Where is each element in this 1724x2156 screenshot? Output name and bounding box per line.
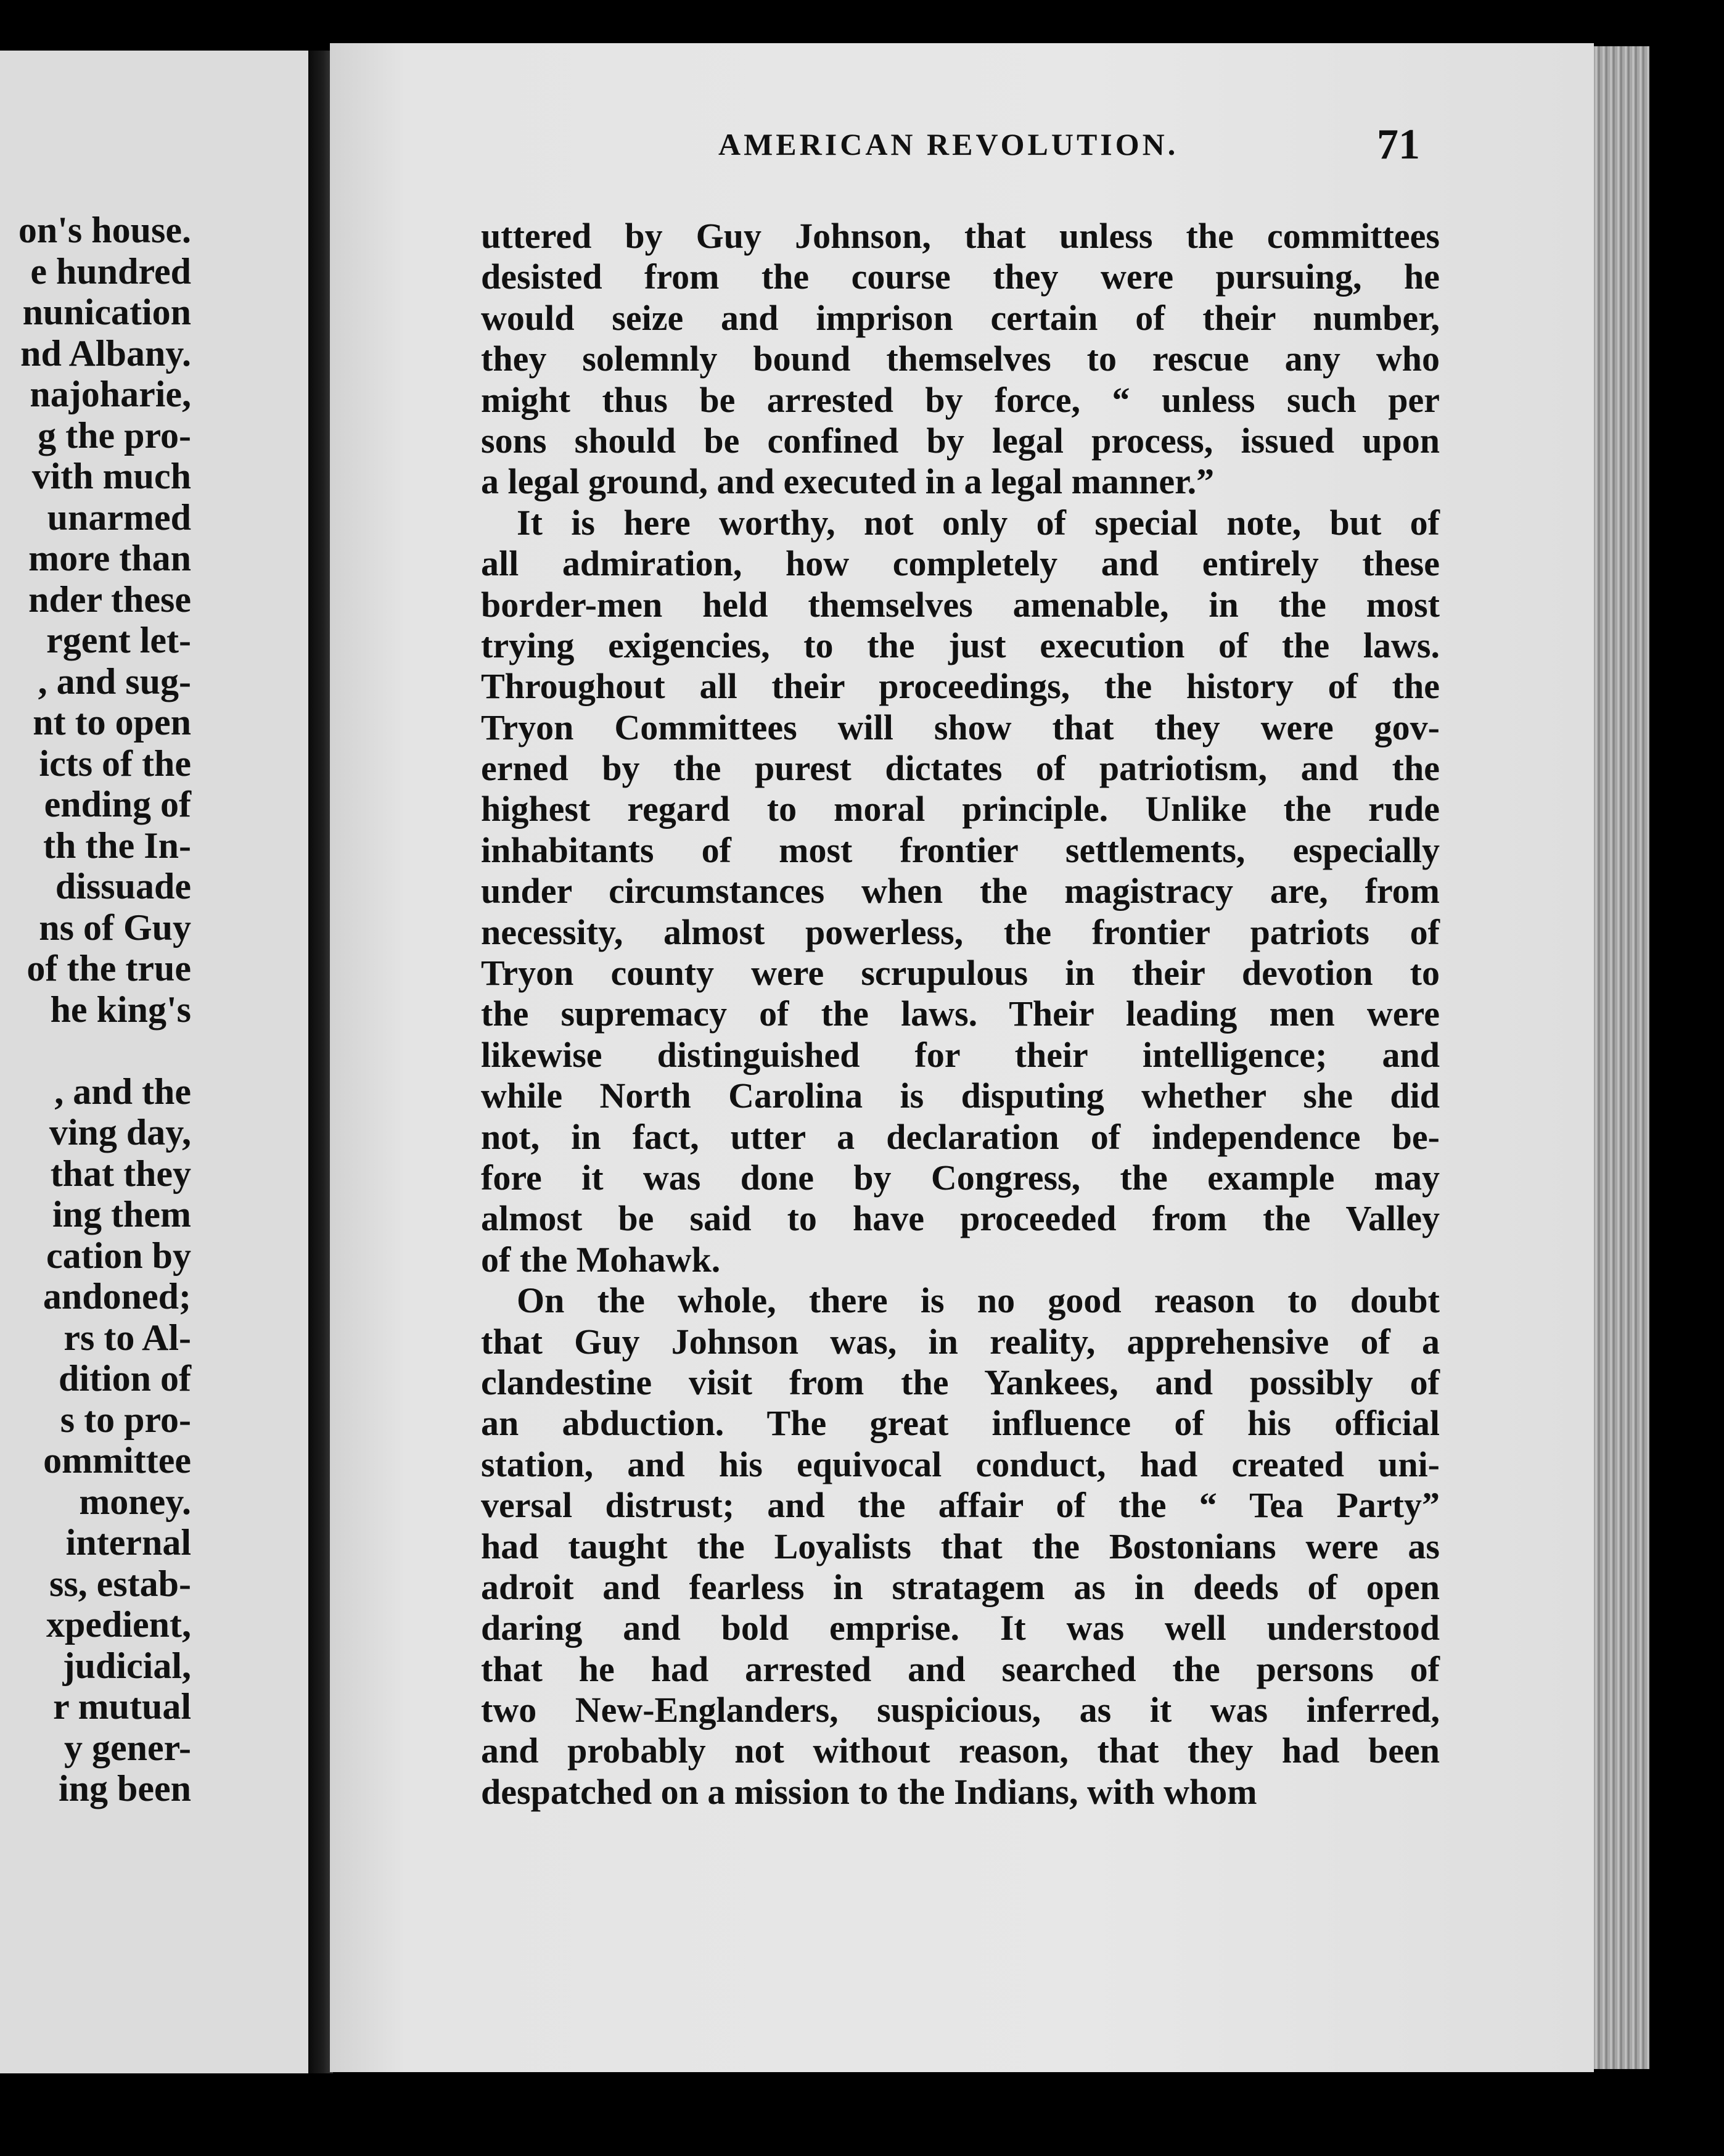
left-page-line: nder these — [28, 578, 191, 620]
body-line: Throughout all their proceedings, the history of the — [481, 666, 1440, 707]
body-text — [481, 216, 1440, 1812]
body-line: would seize and imprison certain of their number, — [481, 297, 1440, 338]
body-line: desisted from the course they were pursuing, he — [481, 257, 1440, 297]
body-line: station, and his equivocal conduct, had created uni- — [481, 1444, 1440, 1484]
left-page-line: money. — [79, 1481, 191, 1522]
left-page-line: ending of — [44, 784, 191, 825]
body-line: It is here worthy, not only of special note, but of — [517, 502, 1440, 543]
body-line: likewise distinguished for their intelligence; and — [481, 1034, 1440, 1075]
body-line: while North Carolina is disputing whether she did — [481, 1076, 1440, 1116]
body-line: an abduction. The great influence of his official — [481, 1403, 1440, 1444]
body-line: trying exigencies, to the just execution of the laws. — [481, 625, 1440, 665]
page-number: 71 — [1377, 121, 1420, 168]
left-page-line: cation by — [46, 1235, 191, 1276]
body-line: border-men held themselves amenable, in the most — [481, 584, 1440, 625]
left-page-line: xpedient, — [46, 1604, 191, 1645]
left-page-line: , and sug- — [38, 660, 191, 702]
body-line: all admiration, how completely and entirely these — [481, 543, 1440, 584]
left-page-line: ing been — [58, 1768, 191, 1809]
body-line: not, in fact, utter a declaration of independence be- — [481, 1116, 1440, 1157]
left-page-line: dition of — [58, 1358, 191, 1399]
left-page-line: more than — [28, 538, 191, 578]
left-page-line: dissuade — [55, 866, 191, 907]
body-line: might thus be arrested by force, “ unless such per — [481, 379, 1440, 420]
left-page-line: ns of Guy — [39, 907, 191, 948]
left-page-line: ss, estab- — [49, 1563, 191, 1604]
body-line: that he had arrested and searched the persons of — [481, 1648, 1440, 1689]
left-page-line: g the pro- — [38, 414, 191, 456]
left-page-line: ving day, — [49, 1112, 191, 1153]
body-line: clandestine visit from the Yankees, and possibly of — [481, 1362, 1440, 1402]
body-line: highest regard to moral principle. Unlike the rude — [481, 789, 1440, 829]
left-page-line — [18, 1030, 191, 1071]
left-page-line: y gener- — [64, 1727, 191, 1768]
left-page-line: r mutual — [53, 1686, 191, 1727]
body-line: despatched on a mission to the Indians, with whom — [481, 1771, 1257, 1812]
left-page-text — [18, 210, 191, 1809]
left-page-line: icts of the — [39, 743, 191, 784]
body-line: under circumstances when the magistracy are, from — [481, 871, 1440, 911]
body-line: daring and bold emprise. It was well understood — [481, 1608, 1440, 1648]
body-line: and probably not without reason, that they had been — [481, 1730, 1440, 1771]
left-page-line: ommittee — [43, 1440, 191, 1481]
left-page-line: nunication — [22, 292, 191, 332]
body-line: Tryon Committees will show that they were gov- — [481, 707, 1440, 747]
body-line: uttered by Guy Johnson, that unless the committees — [481, 216, 1440, 256]
left-page-line: rgent let- — [46, 620, 191, 660]
left-page-line: judicial, — [62, 1645, 191, 1686]
body-line: erned by the purest dictates of patriotism, and the — [481, 748, 1440, 789]
body-line: fore it was done by Congress, the example may — [481, 1157, 1440, 1198]
body-line: that Guy Johnson was, in reality, apprehensive of a — [481, 1321, 1440, 1362]
body-line: inhabitants of most frontier settlements, especially — [481, 829, 1440, 870]
page-edges — [1594, 46, 1649, 2069]
body-line: two New-Englanders, suspicious, as it was inferred, — [481, 1690, 1440, 1730]
body-line: they solemnly bound themselves to rescue any who — [481, 339, 1440, 379]
left-page-line: unarmed — [47, 496, 191, 538]
left-page-line: nd Albany. — [20, 332, 191, 374]
left-page-line: on's house. — [18, 210, 191, 250]
book-gutter — [308, 51, 333, 2073]
left-page-line: th the In- — [43, 825, 191, 866]
left-page-line: s to pro- — [60, 1399, 191, 1440]
left-page-line: he king's — [50, 989, 191, 1030]
left-page-line: e hundred — [30, 250, 191, 292]
running-head: AMERICAN REVOLUTION. — [718, 127, 1179, 162]
body-line: On the whole, there is no good reason to doubt — [517, 1280, 1440, 1321]
left-page-line: internal — [65, 1522, 191, 1563]
body-line: versal distrust; and the affair of the “ Tea Party” — [481, 1485, 1440, 1526]
body-line: sons should be confined by legal process, issued upon — [481, 420, 1440, 461]
body-line: a legal ground, and executed in a legal manner.” — [481, 461, 1215, 502]
left-page-line: ing them — [52, 1194, 191, 1235]
left-page-line: nt to open — [33, 702, 191, 743]
body-line: had taught the Loyalists that the Bostonians were as — [481, 1526, 1440, 1566]
left-facing-page — [0, 51, 308, 2073]
left-page-line: of the true — [27, 948, 191, 989]
body-line: almost be said to have proceeded from the Valley — [481, 1198, 1440, 1239]
left-page-line: najoharie, — [30, 374, 191, 414]
body-line: necessity, almost powerless, the frontier patriots of — [481, 911, 1440, 952]
body-line: adroit and fearless in stratagem as in deeds of open — [481, 1566, 1440, 1607]
left-page-line: andoned; — [43, 1276, 191, 1317]
body-line: the supremacy of the laws. Their leading men were — [481, 994, 1440, 1034]
body-line: of the Mohawk. — [481, 1239, 721, 1280]
left-page-line: rs to Al- — [64, 1317, 191, 1358]
left-page-line: vith much — [31, 456, 191, 496]
left-page-line: , and the — [54, 1071, 191, 1112]
body-line: Tryon county were scrupulous in their devotion to — [481, 953, 1440, 994]
left-page-line: that they — [50, 1153, 191, 1194]
